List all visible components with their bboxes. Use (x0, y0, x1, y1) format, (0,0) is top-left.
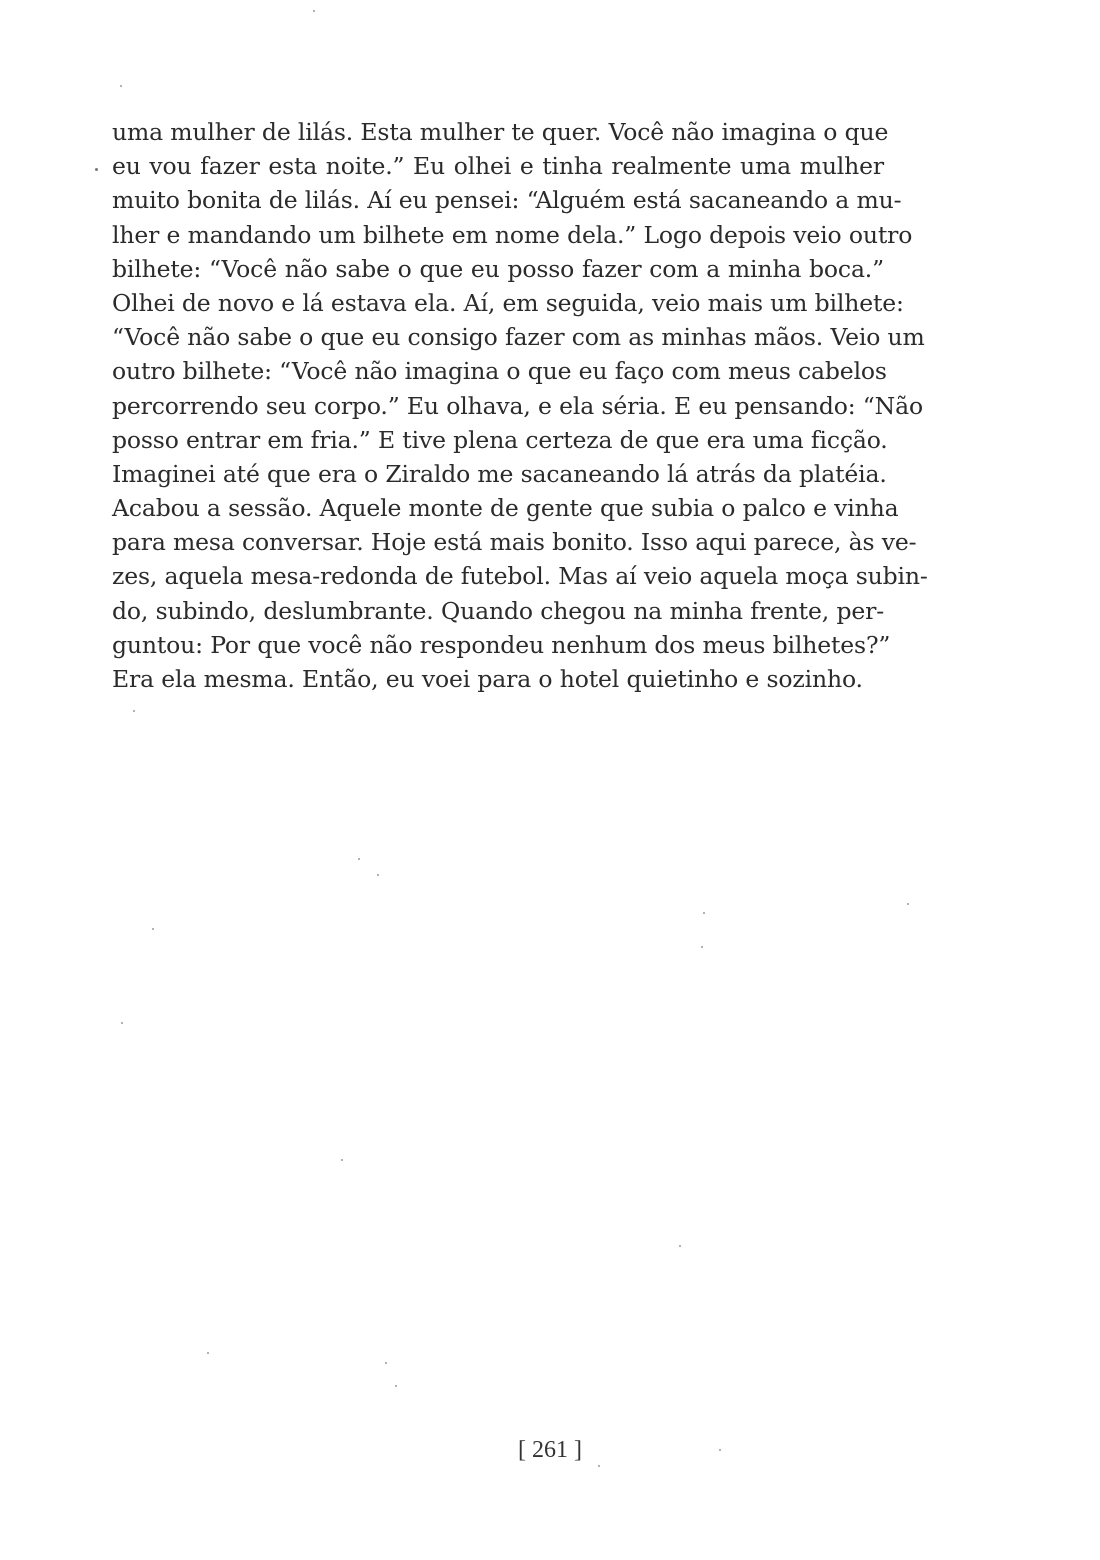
text-line: outro bilhete: “Você não imagina o que eu faço com meus cabelos (112, 357, 887, 386)
text-line: posso entrar em fria.” E tive plena certeza de que era uma ficção. (112, 425, 888, 454)
scan-speck (152, 928, 154, 930)
text-line: eu vou fazer esta noite.” Eu olhei e tinha realmente uma mulher (112, 152, 884, 181)
scan-speck (207, 1352, 209, 1354)
scan-speck (719, 1449, 721, 1451)
text-line: Era ela mesma. Então, eu voei para o hotel quietinho e sozinho. (112, 665, 863, 693)
body-paragraph (112, 115, 928, 696)
scan-speck (679, 1245, 681, 1247)
text-line: Acabou a sessão. Aquele monte de gente que subia o palco e vinha (112, 494, 899, 523)
text-line: “Você não sabe o que eu consigo fazer com as minhas mãos. Veio um (112, 323, 925, 352)
text-line: uma mulher de lilás. Esta mulher te quer. Você não imagina o que (112, 118, 889, 146)
scan-speck (703, 912, 705, 914)
text-line: Imaginei até que era o Ziraldo me sacaneando lá atrás da platéia. (112, 459, 887, 488)
text-line: bilhete: “Você não sabe o que eu posso fazer com a minha boca.” (112, 254, 884, 283)
text-line: lher e mandando um bilhete em nome dela.” Logo depois veio outro (112, 220, 913, 249)
scan-speck (313, 10, 315, 12)
scan-speck (385, 1362, 387, 1364)
page-number: [ 261 ] (518, 1437, 582, 1463)
text-line: do, subindo, deslumbrante. Quando chegou na minha frente, per- (112, 596, 884, 625)
text-line: zes, aquela mesa-redonda de futebol. Mas aí veio aquela moça subin- (112, 562, 928, 591)
text-line: Olhei de novo e lá estava ela. Aí, em seguida, veio mais um bilhete: (112, 288, 904, 317)
scan-speck (907, 903, 909, 905)
scan-speck (377, 874, 379, 876)
scan-speck (358, 858, 360, 860)
scan-speck (95, 168, 98, 171)
text-line: muito bonita de lilás. Aí eu pensei: “Alguém está sacaneando a mu- (112, 186, 902, 215)
scan-speck (133, 710, 135, 712)
scan-speck (598, 1465, 600, 1467)
scan-speck (395, 1385, 397, 1387)
text-line: percorrendo seu corpo.” Eu olhava, e ela séria. E eu pensando: “Não (112, 391, 923, 420)
scan-speck (121, 1022, 123, 1024)
scan-speck (341, 1159, 343, 1161)
scan-speck (120, 85, 122, 87)
scan-speck (701, 946, 703, 948)
text-line: guntou: Por que você não respondeu nenhum dos meus bilhetes?” (112, 630, 891, 659)
text-line: para mesa conversar. Hoje está mais bonito. Isso aqui parece, às ve- (112, 528, 917, 557)
